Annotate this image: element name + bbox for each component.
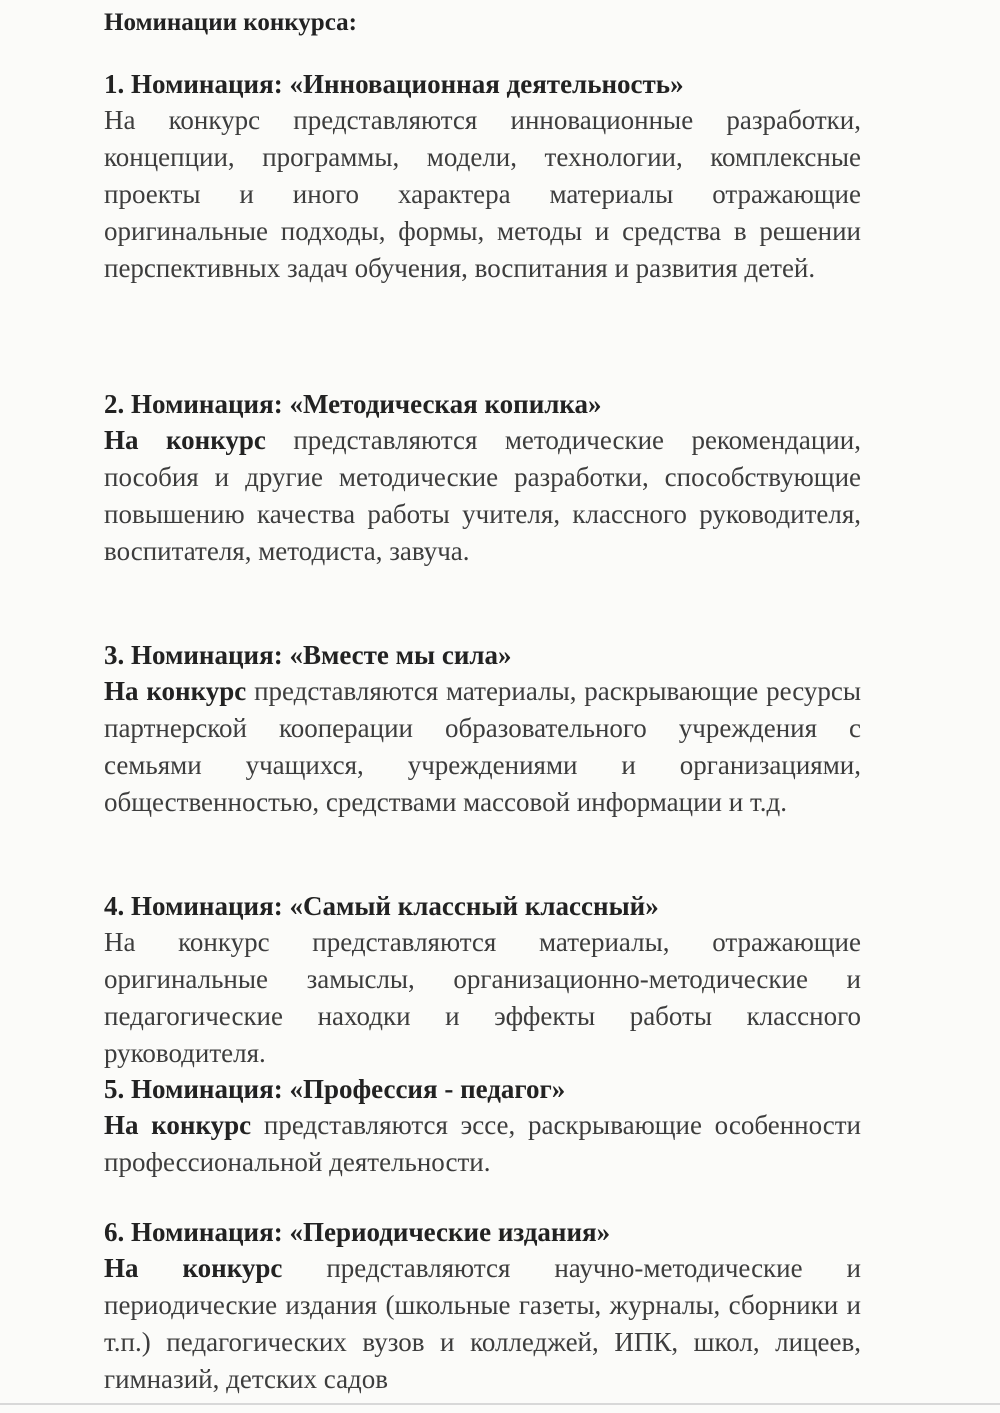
nomination-2-text: представляются методические рекомендации, пособия и другие методические разработки, способствующие повышению качества работы учителя, классного руководителя, воспитателя, методиста, завуча. bbox=[104, 425, 861, 566]
nomination-2-lead: На конкурс bbox=[104, 425, 266, 455]
nomination-1-heading: 1. Номинация: «Инновационная деятельность» bbox=[104, 69, 684, 99]
nomination-3-heading: 3. Номинация: «Вместе мы сила» bbox=[104, 640, 512, 670]
nomination-1-description bbox=[104, 102, 861, 287]
nomination-3 bbox=[104, 637, 861, 821]
nomination-3-description bbox=[104, 673, 861, 821]
nomination-6-heading: 6. Номинация: «Периодические издания» bbox=[104, 1217, 611, 1247]
nomination-1-text: На конкурс представляются инновационные разработки, концепции, программы, модели, технологии, комплексные проекты и иного характера материалы отражающие оригинальные подходы, формы, методы и средства в решении перспективных задач обучения, воспитания и развития детей. bbox=[104, 105, 861, 283]
nomination-3-text: представляются материалы, раскрывающие ресурсы партнерской кооперации образовательного учреждения с семьями учащихся, учреждениями и организациями, общественностью, средствами массовой информации и т.д. bbox=[104, 676, 862, 817]
nomination-6-lead: На конкурс bbox=[104, 1253, 283, 1283]
nomination-1 bbox=[104, 66, 861, 287]
nomination-2-description bbox=[104, 422, 861, 570]
nomination-5-heading: 5. Номинация: «Профессия - педагог» bbox=[104, 1074, 566, 1104]
nomination-6-description bbox=[104, 1250, 861, 1398]
scan-bottom-edge bbox=[0, 1403, 1000, 1405]
nomination-5-description bbox=[104, 1107, 861, 1181]
nomination-3-lead: На конкурс bbox=[104, 676, 247, 706]
nomination-4-text: На конкурс представляются материалы, отражающие оригинальные замыслы, организационно-методические и педагогические находки и эффекты работы классного руководителя. bbox=[104, 927, 861, 1068]
nomination-6 bbox=[104, 1214, 861, 1398]
nomination-2 bbox=[104, 386, 861, 570]
nomination-6-text: представляются научно-методические и периодические издания (школьные газеты, журналы, сборники и т.п.) педагогических вузов и колледжей, ИПК, школ, лицеев, гимназий, детских садов bbox=[104, 1253, 862, 1394]
nomination-5 bbox=[104, 1071, 861, 1181]
nomination-5-lead: На конкурс bbox=[104, 1110, 252, 1140]
nomination-4-description bbox=[104, 924, 861, 1072]
nomination-5-text: представляются эссе, раскрывающие особенности профессиональной деятельности. bbox=[104, 1110, 862, 1177]
document-title: Номинации конкурса: bbox=[104, 9, 357, 36]
nomination-4-heading: 4. Номинация: «Самый классный классный» bbox=[104, 891, 659, 921]
nomination-4 bbox=[104, 888, 861, 1072]
nomination-2-heading: 2. Номинация: «Методическая копилка» bbox=[104, 389, 602, 419]
